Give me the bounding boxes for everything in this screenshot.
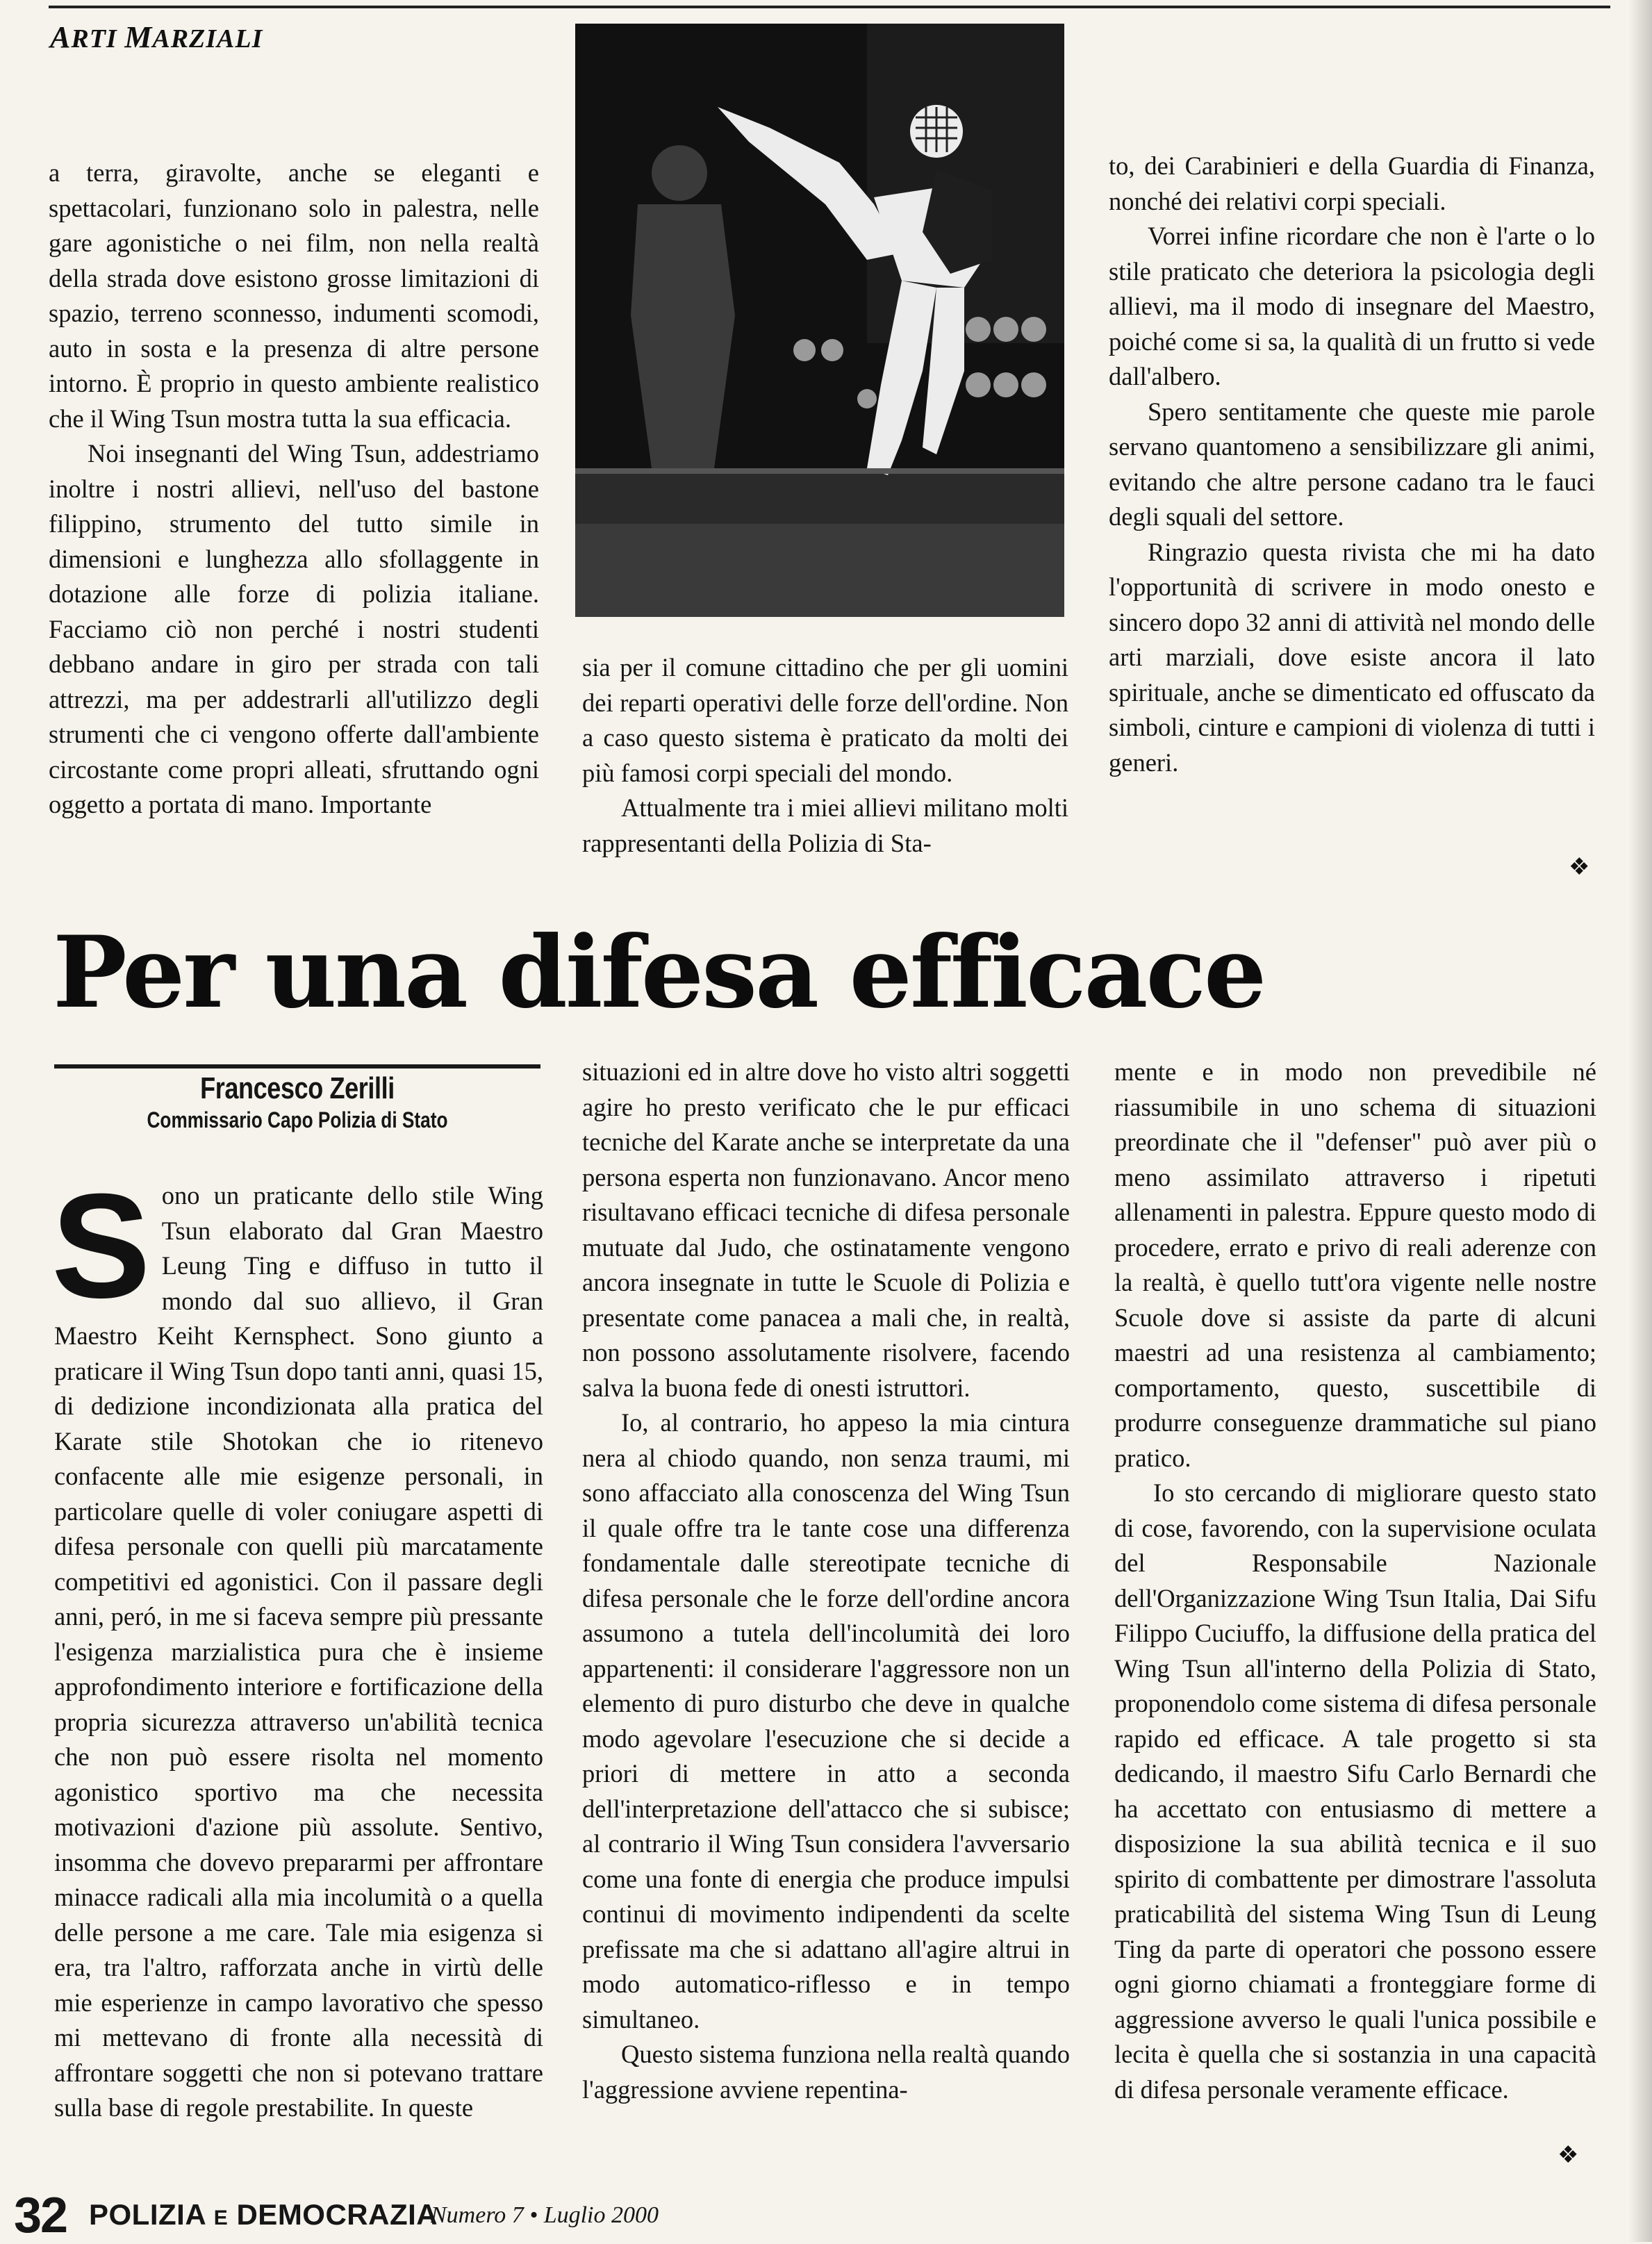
byline-rule <box>54 1064 540 1069</box>
paragraph: Questo sistema funziona nella realtà quando l'aggressione avviene repentina- <box>582 2040 1070 2104</box>
section-label-initial-1: A <box>50 20 72 54</box>
section-label-initial-2: M <box>124 20 153 54</box>
end-mark-top: ❖ <box>1569 855 1590 880</box>
section-label-rest-1: RTI <box>71 24 125 53</box>
kick-photo-illustration <box>575 24 1064 617</box>
paragraph: a terra, giravolte, anche se eleganti e spettacolari, funzionano solo in palestra, nelle gare agonistiche o nei film, non nella realtà della strada dove esistono grosse limitazioni di spazio, terreno sconnesso, indumenti scomodi, auto in sosta e la presenza di altre persone intorno. È proprio in questo ambiente realistico che il Wing Tsun mostra tutta la sua efficacia. <box>49 158 539 433</box>
top-column-3 <box>1109 149 1595 780</box>
section-label-rest-2: ARZIALI <box>152 24 263 53</box>
paragraph-text: ono un praticante dello stile Wing Tsun elaborato dal Gran Maestro Leung Ting e diffuso in tutto il mondo dal suo allievo, il Gran Maestro Keiht Kernsphect. Sono giunto a praticare il Wing Tsun dopo tanti anni, quasi 15, di dedizione incondizionata alla pratica del Karate stile Shotokan che io ritenevo confacente alle mie esigenze personali, in particolare quelle di voler coniugare aspetti di difesa personale con quelli più marcatamente competitivi ed agonistici. Con il passare degli anni, peró, in me si faceva sempre più pressante l'esigenza marzialistica pura che è insieme approfondimento interiore e fortificazione della propria sicurezza attraverso un'abilità tecnica che non può essere risolta nel momento agonistico sportivo ma che necessita motivazioni d'azione più assolute. Sentivo, insomma che dovevo prepararmi per affrontare minacce radicali alla mia incolumità o a quella delle persone a me care. Tale mia esigenza si era, tra l'altro, rafforzata anche in virtù delle mie esperienze in campo lavorativo che spesso mi mettevano di fronte alla necessità di affrontare soggetti che non si potevano trattare sulla base di regole prestabilite. In queste <box>54 1181 543 2122</box>
paragraph: Noi insegnanti del Wing Tsun, addestriamo inoltre i nostri allievi, nell'uso del bastone filippino, strumento del tutto simile in dimensioni e lunghezza allo sfollaggente in dotazione alle forze di polizia italiane. Facciamo ciò non perché i nostri studenti debbano andare in giro per strada con tali attrezzi, ma per addestrarli all'utilizzo degli strumenti che ci vengono offerte dall'ambiente circostante come propri alleati, sfruttando ogni oggetto a portata di mano. Importante <box>49 439 539 818</box>
page-edge-shadow <box>1628 0 1652 2242</box>
martial-arts-photo <box>575 24 1064 617</box>
drop-cap: S <box>51 1163 151 1329</box>
magazine-title-part-2: E <box>213 2206 229 2229</box>
page-number: 32 <box>14 2188 67 2243</box>
header-rule <box>49 6 1610 8</box>
magazine-title-part-3: DEMOCRAZIA <box>236 2198 438 2231</box>
article-column-2 <box>582 1055 1070 2107</box>
issue-info: Numero 7 • Luglio 2000 <box>431 2202 659 2228</box>
paragraph: to, dei Carabinieri e della Guardia di Finanza, nonché dei relativi corpi speciali. <box>1109 151 1595 215</box>
paragraph: Spero sentitamente che queste mie parole servano quantomeno a sensibilizzare gli animi, evitando che altre persone cadano tra le fauci degli squali del settore. <box>1109 397 1595 531</box>
byline <box>54 1071 540 1133</box>
paragraph: Io, al contrario, ho appeso la mia cintura nera al chiodo quando, non senza traumi, mi sono affacciato alla conoscenza del Wing Tsun il quale offre tra le tante cose una differenza fondamentale dalle stereotipate tecniche di difesa personale che le forze dell'ordine ancora assumono a tutela dell'incolumità dei loro appartenenti: il considerare l'aggressore non un elemento di puro disturbo che deve in qualche modo agevolare l'esecuzione che si decide a priori di mettere in atto a seconda dell'interpretazione dell'attacco che si subisce; al contrario il Wing Tsun considera l'avversario come una fonte di energia che produce impulsi continui di movimento indipendenti da scelte prefissate ma che si adattano all'agire altrui in modo automatico-riflesso e in tempo simultaneo. <box>582 1408 1070 2033</box>
author-role: Commissario Capo Polizia di Stato <box>147 1107 448 1132</box>
paragraph: Io sto cercando di migliorare questo stato di cose, favorendo, con la supervisione oculata del Responsabile Nazionale dell'Organizzazione Wing Tsun Italia, Dai Sifu Filippo Cuciuffo, la diffusione della pratica del Wing Tsun all'interno della Polizia di Stato, proponendolo come sistema di difesa personale rapido ed efficace. A tale progetto si sta dedicando, il maestro Sifu Carlo Bernardi che ha accettato con entusiasmo di mettere a disposizione la sua abilità tecnica e il suo spirito di combattente per dimostrare l'assoluta praticabilità del sistema Wing Tsun di Leung Ting da parte di operatori che possono essere ogni giorno chiamati a fronteggiare forme di aggressione avverso le quali l'unica possibile e lecita è quella che si sostanzia in una capacità di difesa personale veramente efficace. <box>1114 1478 1596 2104</box>
paragraph: situazioni ed in altre dove ho visto altri soggetti agire ho presto verificato che le pur efficaci tecniche del Karate anche se interpretate da una persona esperta non funzionavano. Ancor meno risultavano efficaci tecniche di difesa personale mutuate dal Judo, che ostinatamente vengono ancora insegnate in tutte le Scuole di Polizia e presentate come panacea a mali che, in realtà, non possono assolutamente risolvere, facendo salva la buona fede di onesti istruttori. <box>582 1057 1070 1402</box>
paragraph: mente e in modo non prevedibile né riassumibile in uno schema di situazioni preordinate che il "defenser" può aver più o meno assimilato attraverso i ripetuti allenamenti in palestra. Eppure questo modo di procedere, errato e privo di reali aderenze con la realtà, è quello tutt'ora vigente nelle nostre Scuole dove si assiste da parte di alcuni maestri ad una resistenza al cambiamento; comportamento, questo, suscettibile di produrre conseguenze drammatiche sul piano pratico. <box>1114 1057 1596 1472</box>
paragraph: Attualmente tra i miei allievi militano molti rappresentanti della Polizia di Sta- <box>582 793 1068 857</box>
top-column-1 <box>49 156 539 823</box>
paragraph: sia per il comune cittadino che per gli uomini dei reparti operativi delle forze dell'ordine. Non a caso questo sistema è praticato da molti dei più famosi corpi speciali del mondo. <box>582 653 1068 787</box>
end-mark-article: ❖ <box>1558 2143 1579 2168</box>
article-headline: Per una difesa efficace <box>53 915 1265 1030</box>
section-label <box>50 19 263 55</box>
magazine-title <box>89 2198 438 2231</box>
article-column-1 <box>51 1163 543 2126</box>
top-column-2 <box>582 650 1068 861</box>
paragraph: Ringrazio questa rivista che mi ha dato l'opportunità di scrivere in modo onesto e sincero dopo 32 anni di attività nel mondo delle arti marziali, dove esiste ancora il lato spirituale, anche se dimenticato ed offuscato da simboli, cinture e campioni di violenza di tutti i generi. <box>1109 537 1595 777</box>
magazine-title-part-1: POLIZIA <box>89 2198 206 2231</box>
page-footer <box>14 2188 1639 2243</box>
paragraph <box>51 1163 543 2126</box>
article-column-3 <box>1114 1055 1596 2107</box>
paragraph: Vorrei infine ricordare che non è l'arte o lo stile praticato che deteriora la psicologia degli allievi, ma il modo di insegnare del Maestro, poiché come si sa, la qualità di un frutto si vede dall'albero. <box>1109 222 1595 390</box>
author-name: Francesco Zerilli <box>200 1071 395 1105</box>
